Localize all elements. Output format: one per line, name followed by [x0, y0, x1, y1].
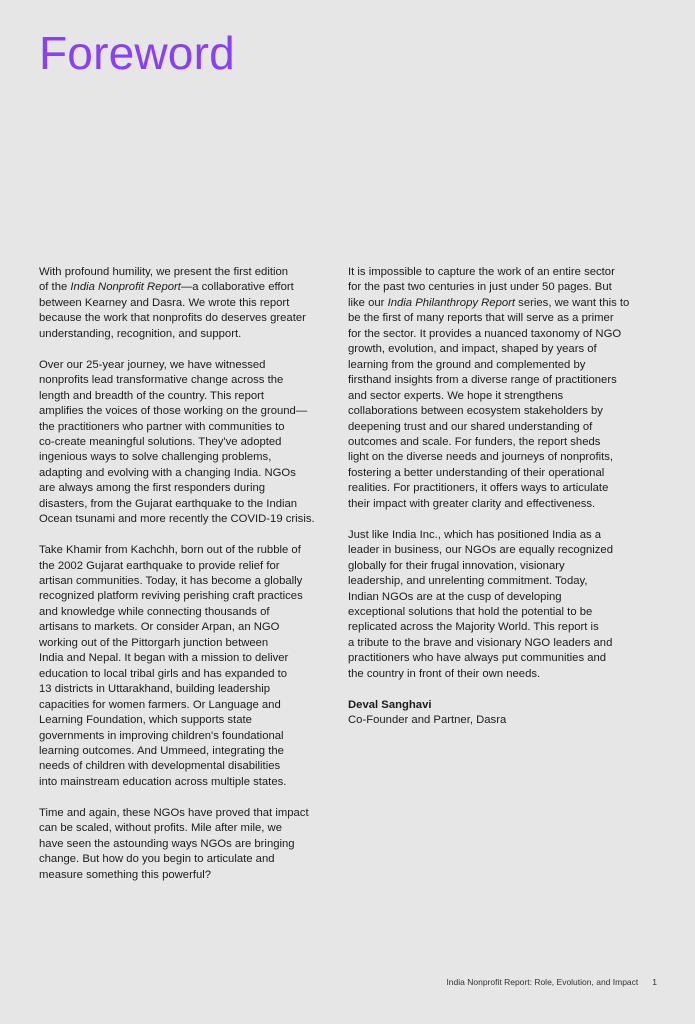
- text-segment: series, we want this to: [515, 296, 630, 309]
- text-line: the country in front of their own needs.: [348, 667, 541, 680]
- text-line: the 2002 Gujarat earthquake to provide relief for: [39, 559, 280, 572]
- text-segment: —a collaborative effort: [180, 281, 294, 294]
- text-line: co-create meaningful solutions. They've adopted: [39, 435, 282, 448]
- text-line: Learning Foundation, which supports state: [39, 714, 252, 727]
- text-line: fostering a better understanding of their operational: [348, 466, 605, 479]
- text-line: exceptional solutions that hold the potential to be: [348, 605, 593, 618]
- text-line: Ocean tsunami and more recently the COVID-19 crisis.: [39, 513, 315, 526]
- text-line: practitioners who have always put communities and: [348, 652, 607, 665]
- text-line: and sector experts. We hope it strengthens: [348, 389, 564, 402]
- text-line: understanding, recognition, and support.: [39, 327, 242, 340]
- text-line: Take Khamir from Kachchh, born out of the rubble of: [39, 544, 301, 557]
- text-line: adapting and evolving with a changing India. NGOs: [39, 466, 296, 479]
- text-line: the practitioners who partner with communities to: [39, 420, 285, 433]
- text-line: into mainstream education across multiple states.: [39, 775, 287, 788]
- text-line: recognized platform reviving perishing craft practices: [39, 590, 303, 603]
- footer-report-title: India Nonprofit Report: Role, Evolution, and Impact: [446, 977, 639, 987]
- text-line: be the first of many reports that will serve as a primer: [348, 312, 614, 325]
- text-line: disasters, from the Gujarat earthquake to the Indian: [39, 497, 298, 510]
- page-title: Foreword: [39, 27, 235, 79]
- text-line: outcomes and scale. For funders, the report sheds: [348, 435, 601, 448]
- text-line: working out of the Pittorgarh junction between: [39, 636, 269, 649]
- text-line: deepening trust and our shared understanding of: [348, 420, 593, 433]
- text-line: length and breadth of the country. This report: [39, 389, 265, 402]
- text-line: Over our 25-year journey, we have witnessed: [39, 358, 266, 371]
- paragraph: [39, 358, 331, 528]
- text-line: learning outcomes. And Ummeed, integrating the: [39, 745, 284, 758]
- text-line: Just like India Inc., which has positioned India as a: [348, 528, 602, 541]
- text-line: change. But how do you begin to articulate and: [39, 853, 275, 866]
- text-line: 13 districts in Uttarakhand, building leadership: [39, 683, 271, 696]
- paragraph: [39, 806, 331, 883]
- text-line: measure something this powerful?: [39, 868, 212, 881]
- text-line: governments in improving children's foundational: [39, 729, 284, 742]
- text-line: globally for their frugal innovation, visionary: [348, 559, 565, 572]
- text-line: education to local tribal girls and has expanded to: [39, 667, 288, 680]
- text-line: and knowledge while connecting thousands of: [39, 605, 270, 618]
- text-line: can be scaled, without profits. Mile after mile, we: [39, 822, 282, 835]
- text-line: [348, 296, 640, 311]
- text-line: needs of children with developmental disabilities: [39, 760, 281, 773]
- text-line: amplifies the voices of those working on the ground—: [39, 405, 308, 418]
- text-line: collaborations between ecosystem stakeholders by: [348, 405, 603, 418]
- signature-name: Deval Sanghavi: [348, 698, 432, 711]
- text-line: firsthand insights from a diverse range of practitioners: [348, 374, 617, 387]
- page-number: 1: [652, 977, 657, 987]
- page-footer: [446, 977, 657, 987]
- text-line: for the past two centuries in just under 50 pages. But: [348, 281, 612, 294]
- text-line: India and Nepal. It began with a mission to deliver: [39, 652, 289, 665]
- text-line: light on the diverse needs and journeys of nonprofits,: [348, 451, 614, 464]
- text-line: between Kearney and Dasra. We wrote this report: [39, 296, 290, 309]
- text-line: realities. For practitioners, it offers ways to articulate: [348, 482, 609, 495]
- text-line: a tribute to the brave and visionary NGO leaders and: [348, 636, 613, 649]
- text-line: It is impossible to capture the work of an entire sector: [348, 266, 615, 278]
- text-line: nonprofits lead transformative change across the: [39, 374, 284, 387]
- text-line: capacities for women farmers. Or Language and: [39, 698, 281, 711]
- text-line: [39, 280, 331, 295]
- signature-block: [348, 698, 640, 729]
- text-line: leadership, and unrelenting commitment. Today,: [348, 575, 588, 588]
- text-line: ingenious ways to solve challenging problems,: [39, 451, 272, 464]
- text-segment: of the: [39, 281, 71, 294]
- text-line: artisans to markets. Or consider Arpan, an NGO: [39, 621, 280, 634]
- text-line: are always among the first responders during: [39, 482, 266, 495]
- text-line: have seen the astounding ways NGOs are bringing: [39, 837, 295, 850]
- text-line: for the sector. It provides a nuanced taxonomy of NGO: [348, 327, 622, 340]
- text-line: artisan communities. Today, it has become a globally: [39, 575, 303, 588]
- text-line: Time and again, these NGOs have proved that impact: [39, 806, 309, 819]
- paragraph: [39, 543, 331, 790]
- text-line: growth, evolution, and impact, shaped by years of: [348, 343, 597, 356]
- paragraph: [348, 528, 640, 683]
- text-line: Indian NGOs are at the cusp of developing: [348, 590, 562, 603]
- signature-role: Co-Founder and Partner, Dasra: [348, 714, 507, 727]
- paragraph: [348, 265, 640, 512]
- text-line: learning from the ground and complemented by: [348, 358, 586, 371]
- text-line: leader in business, our NGOs are equally recognized: [348, 544, 613, 557]
- text-line: their impact with greater clarity and effectiveness.: [348, 497, 596, 510]
- paragraph: [39, 265, 331, 342]
- text-line: replicated across the Majority World. This report is: [348, 621, 599, 634]
- text-line: because the work that nonprofits do deserves greater: [39, 312, 306, 325]
- text-line: With profound humility, we present the first edition: [39, 266, 289, 278]
- left-column: [39, 265, 331, 899]
- italic-title: India Philanthropy Report: [387, 296, 516, 309]
- text-segment: like our: [348, 296, 388, 309]
- right-column: [348, 265, 640, 744]
- italic-title: India Nonprofit Report: [70, 281, 181, 294]
